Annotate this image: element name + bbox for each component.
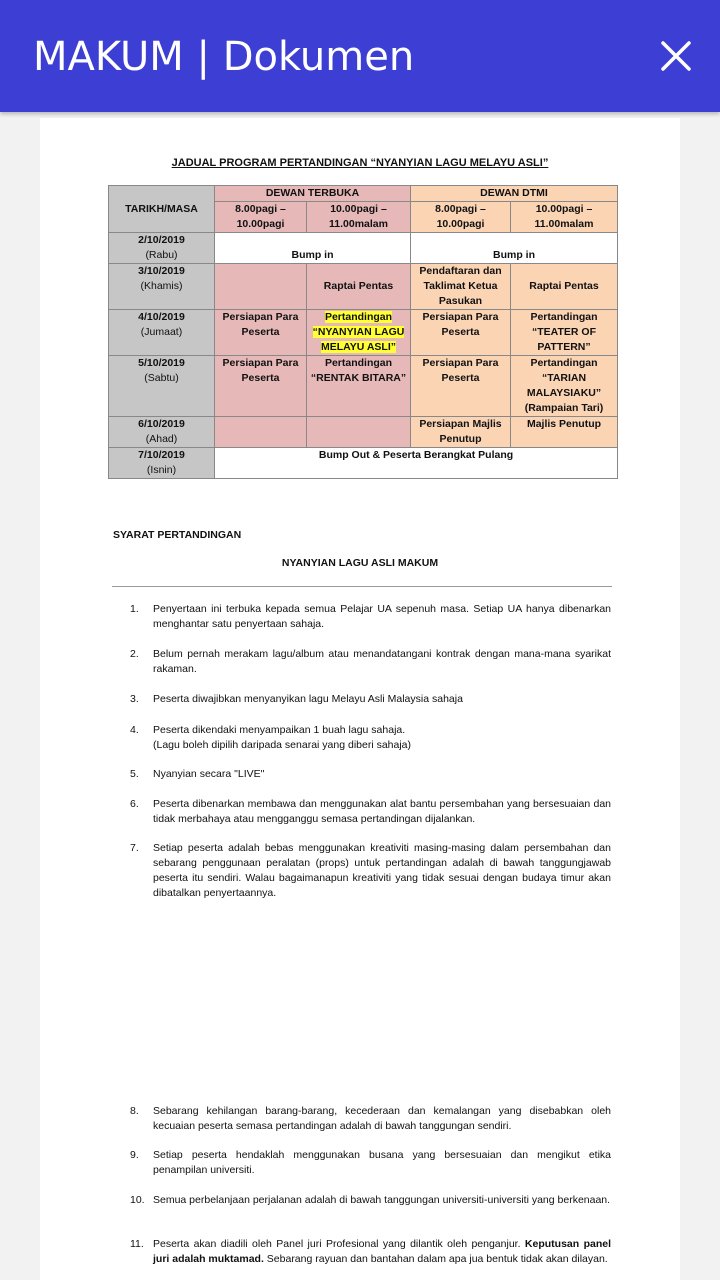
close-icon [652, 32, 700, 80]
schedule-cell [215, 417, 307, 448]
date: 5/10/2019 [138, 357, 185, 369]
item-number: 5. [130, 768, 139, 780]
highlighted-text: Pertandingan “NYANYIAN LAGU MELAYU ASLI” [312, 311, 405, 353]
date: 4/10/2019 [138, 311, 185, 323]
table-header-row [109, 186, 618, 202]
date: 3/10/2019 [138, 265, 185, 277]
day: (Jumaat) [140, 326, 183, 338]
item-text: Belum pernah merakam lagu/album atau menandatangani kontrak dengan mana-mana syarikat rakaman. [153, 648, 611, 675]
table-row [109, 233, 618, 264]
date: 2/10/2019 [138, 234, 185, 246]
schedule-cell: Persiapan Para Peserta [215, 356, 307, 417]
item-text: Peserta dibenarkan membawa dan menggunakan alat bantu persembahan yang bersesuaian dan tidak merbahaya atau mengganggu semasa pertandingan dijalankan. [153, 798, 611, 825]
table-row [109, 448, 618, 479]
header-tarikh: TARIKH/MASA [109, 186, 215, 233]
table-row [109, 310, 618, 356]
date-cell [109, 417, 215, 448]
date-cell [109, 264, 215, 310]
item-text: Sebarang kehilangan barang-barang, kecederaan dan kemalangan yang disebabkan oleh kecuaian peserta semasa pertandingan adalah di bawah tanggungan sendiri. [153, 1105, 611, 1132]
schedule-cell: Pendaftaran dan Taklimat Ketua Pasukan [411, 264, 511, 310]
header-slot: 8.00pagi – 10.00pagi [215, 202, 307, 233]
header-slot: 10.00pagi – 11.00malam [511, 202, 618, 233]
table-row [109, 356, 618, 417]
schedule-cell: Raptai Pentas [307, 264, 411, 310]
header-dewan-terbuka: DEWAN TERBUKA [215, 186, 411, 202]
schedule-cell: Bump in [411, 233, 618, 264]
item-text: Setiap peserta adalah bebas menggunakan kreativiti masing-masing dalam persembahan dan sebarang penggunaan peralatan (props) untuk pertandingan adalah di bawah tanggungjawab peserta itu sendiri. Walau bagaimanapun kreativiti yang tidak sesuai dengan budaya timur akan dibatalkan penyertaannya. [153, 842, 611, 899]
divider [112, 586, 612, 587]
day: (Sabtu) [144, 372, 179, 384]
item-line: (Lagu boleh dipilih daripada senarai yang diberi sahaja) [153, 739, 412, 751]
item-number: 8. [130, 1105, 139, 1117]
table-row [109, 264, 618, 310]
schedule-cell: Raptai Pentas [511, 264, 618, 310]
schedule-cell: Persiapan Para Peserta [411, 356, 511, 417]
syarat-heading: SYARAT PERTANDINGAN [113, 529, 242, 541]
item-text-bold: Keputusan panel juri adalah muktamad. [153, 1238, 611, 1265]
app-bar [0, 0, 720, 112]
schedule-cell [307, 310, 411, 356]
item-number: 10. [130, 1194, 145, 1206]
item-number: 7. [130, 842, 139, 854]
day: (Rabu) [145, 249, 178, 261]
schedule-cell [215, 264, 307, 310]
schedule-table [108, 185, 618, 479]
schedule-cell: Persiapan Para Peserta [215, 310, 307, 356]
item-text-part: Peserta akan diadili oleh Panel juri Profesional yang dilantik oleh penganjur. [153, 1238, 525, 1250]
table-row [109, 417, 618, 448]
day: (Isnin) [146, 464, 177, 476]
schedule-cell: Pertandingan “TEATER OF PATTERN” [511, 310, 618, 356]
item-number: 2. [130, 648, 139, 660]
app-bar-title: MAKUM | Dokumen [33, 34, 415, 80]
item-text: Semua perbelanjaan perjalanan adalah di bawah tanggungan universiti-universiti yang berkenaan. [153, 1194, 611, 1206]
schedule-cell [307, 417, 411, 448]
day: (Ahad) [145, 433, 178, 445]
schedule-cell: Bump Out & Peserta Berangkat Pulang [215, 448, 618, 479]
item-text: Penyertaan ini terbuka kepada semua Pelajar UA sepenuh masa. Setiap UA hanya dibenarkan menghantar satu penyertaan sahaja. [153, 603, 611, 630]
item-text: Peserta diwajibkan menyanyikan lagu Melayu Asli Malaysia sahaja [153, 693, 463, 705]
schedule-cell: Majlis Penutup [511, 417, 618, 448]
date: 7/10/2019 [138, 449, 185, 461]
item-text [153, 1237, 611, 1267]
schedule-cell: Persiapan Para Peserta [411, 310, 511, 356]
item-number: 1. [130, 603, 139, 615]
item-number: 6. [130, 798, 139, 810]
item-text: Nyanyian secara "LIVE" [153, 768, 265, 780]
header-slot: 10.00pagi – 11.00malam [307, 202, 411, 233]
document-title: JADUAL PROGRAM PERTANDINGAN “NYANYIAN LAGU MELAYU ASLI” [171, 157, 549, 169]
close-button[interactable] [652, 32, 700, 80]
item-number: 11. [130, 1238, 144, 1250]
date-cell [109, 448, 215, 479]
header-slot: 8.00pagi – 10.00pagi [411, 202, 511, 233]
schedule-cell: Persiapan Majlis Penutup [411, 417, 511, 448]
schedule-cell: Pertandingan “RENTAK BITARA” [307, 356, 411, 417]
date-cell [109, 356, 215, 417]
item-number: 3. [130, 693, 139, 705]
date: 6/10/2019 [138, 418, 185, 430]
schedule-cell: Pertandingan “TARIAN MALAYSIAKU” (Rampaian Tari) [511, 356, 618, 417]
date-cell [109, 310, 215, 356]
section-subtitle: NYANYIAN LAGU ASLI MAKUM [281, 557, 439, 569]
schedule-cell: Bump in [215, 233, 411, 264]
day: (Khamis) [140, 280, 183, 292]
item-number: 9. [130, 1149, 139, 1161]
item-text [153, 723, 611, 753]
date-cell [109, 233, 215, 264]
item-text-part: Sebarang rayuan dan bantahan dalam apa jua bentuk tidak akan dilayan. [263, 1253, 608, 1265]
header-dewan-dtmi: DEWAN DTMI [411, 186, 618, 202]
item-line: Peserta dikendaki menyampaikan 1 buah lagu sahaja. [153, 724, 406, 736]
item-number: 4. [130, 724, 139, 736]
item-text: Setiap peserta hendaklah menggunakan busana yang bersesuaian dan mengikut etika penampilan universiti. [153, 1149, 611, 1176]
